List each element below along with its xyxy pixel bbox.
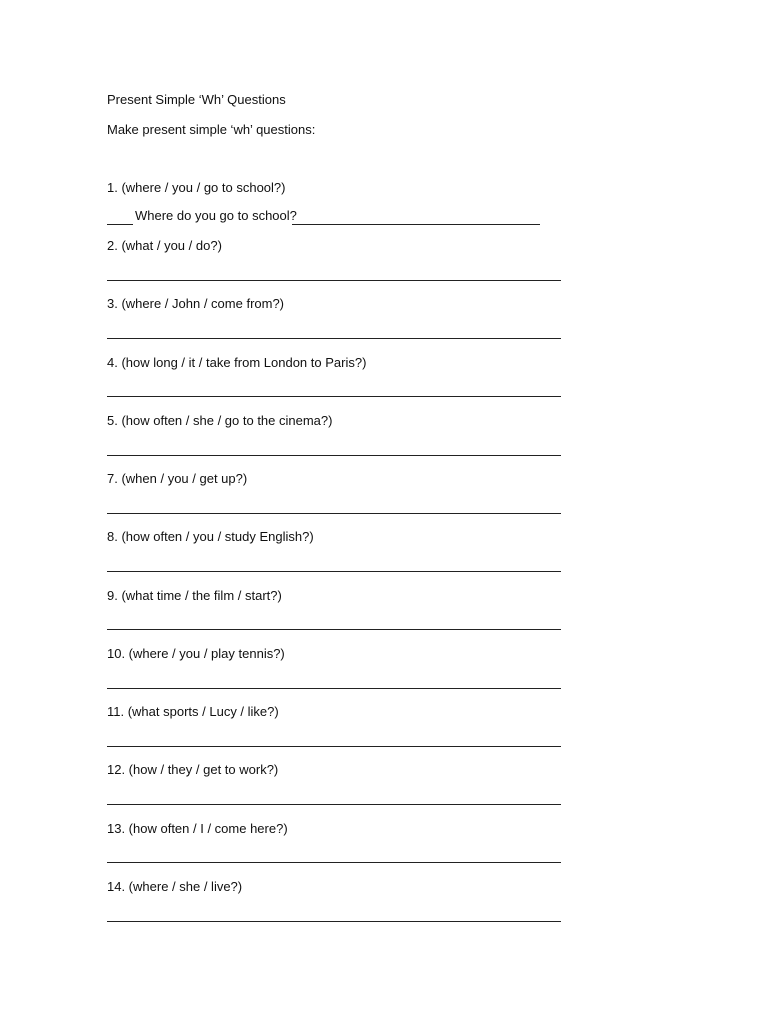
answer-line[interactable] xyxy=(107,513,561,514)
answer-line[interactable] xyxy=(107,804,561,805)
question-prompt: 11. (what sports / Lucy / like?) xyxy=(107,704,279,719)
answer-line[interactable] xyxy=(107,280,561,281)
question-prompt: 5. (how often / she / go to the cinema?) xyxy=(107,413,333,428)
question-prompt: 7. (when / you / get up?) xyxy=(107,471,248,486)
answer-line[interactable] xyxy=(107,396,561,397)
question-prompt: 12. (how / they / get to work?) xyxy=(107,762,279,777)
example-answer: Where do you go to school? xyxy=(135,208,297,223)
question-prompt: 13. (how often / I / come here?) xyxy=(107,821,288,836)
answer-line[interactable] xyxy=(107,746,561,747)
question-prompt: 2. (what / you / do?) xyxy=(107,238,222,253)
worksheet-instruction: Make present simple ‘wh’ questions: xyxy=(107,122,316,137)
answer-line[interactable] xyxy=(107,862,561,863)
question-prompt: 9. (what time / the film / start?) xyxy=(107,588,282,603)
answer-line[interactable] xyxy=(107,455,561,456)
answer-line[interactable] xyxy=(107,688,561,689)
question-prompt: 8. (how often / you / study English?) xyxy=(107,529,314,544)
example-prompt: 1. (where / you / go to school?) xyxy=(107,180,286,195)
answer-line[interactable] xyxy=(107,629,561,630)
answer-line[interactable] xyxy=(107,338,561,339)
answer-line[interactable] xyxy=(107,921,561,922)
worksheet-title: Present Simple ‘Wh’ Questions xyxy=(107,92,286,107)
question-prompt: 14. (where / she / live?) xyxy=(107,879,243,894)
example-answer-line-right xyxy=(292,224,540,225)
question-prompt: 4. (how long / it / take from London to Paris?) xyxy=(107,355,367,370)
answer-line[interactable] xyxy=(107,571,561,572)
example-answer-line-left xyxy=(107,224,133,225)
question-prompt: 10. (where / you / play tennis?) xyxy=(107,646,285,661)
question-prompt: 3. (where / John / come from?) xyxy=(107,296,285,311)
